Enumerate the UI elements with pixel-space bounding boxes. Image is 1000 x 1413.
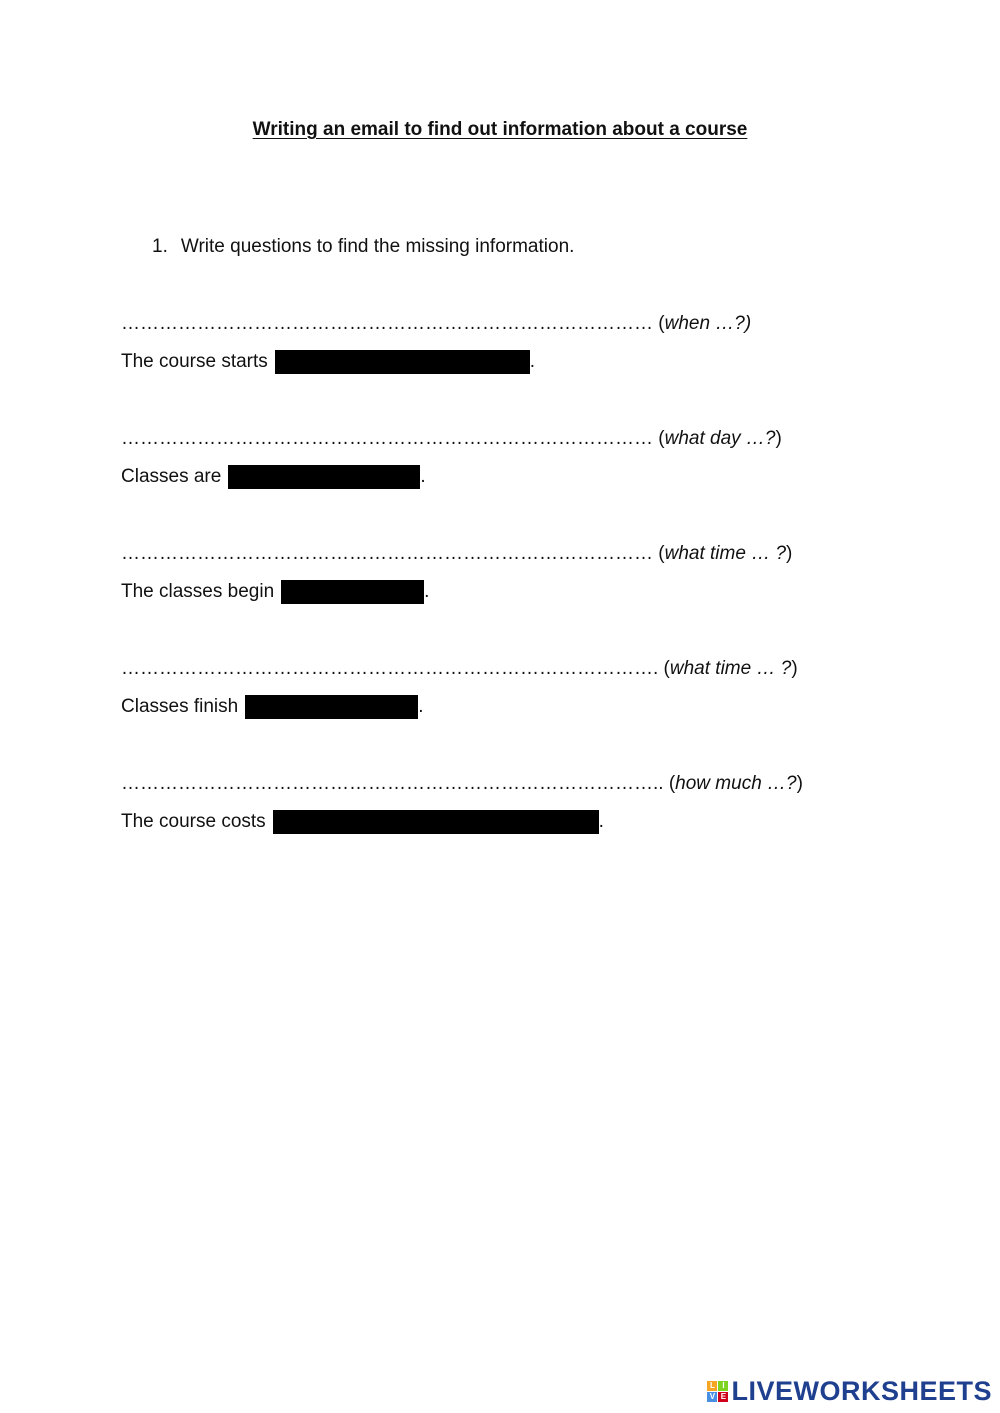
question-hint-close: ) xyxy=(775,428,782,449)
question-line-1[interactable] xyxy=(121,313,751,335)
question-dots: ………………………………………………………………………… ( xyxy=(121,428,665,449)
question-hint: when …?) xyxy=(664,313,752,334)
question-hint: what time … ? xyxy=(669,658,792,679)
answer-line-3 xyxy=(121,580,429,604)
answer-suffix: . xyxy=(598,811,604,832)
answer-prefix: Classes are xyxy=(121,466,222,487)
answer-suffix: . xyxy=(529,351,536,372)
answer-prefix: The course starts xyxy=(121,351,268,372)
answer-prefix: The classes begin xyxy=(121,581,275,602)
redacted-answer xyxy=(245,695,418,719)
logo-block-e: E xyxy=(718,1392,728,1402)
question-hint-close: ) xyxy=(796,773,803,794)
question-hint: how much …? xyxy=(675,773,797,794)
answer-line-4 xyxy=(121,695,424,719)
worksheet-title: Writing an email to find out information about a course xyxy=(252,119,748,140)
answer-suffix: . xyxy=(420,466,426,487)
instruction-number: 1. xyxy=(152,236,168,257)
instruction xyxy=(152,236,574,258)
question-hint-close: ) xyxy=(786,543,793,564)
answer-prefix: The course costs xyxy=(121,811,266,832)
question-dots: …………………………………………………………………………. ( xyxy=(121,658,670,679)
answer-line-5 xyxy=(121,810,604,834)
question-dots: ………………………………………………………………………… ( xyxy=(121,543,665,564)
logo-block-l: L xyxy=(707,1381,717,1391)
redacted-answer xyxy=(273,810,599,834)
answer-prefix: Classes finish xyxy=(121,696,239,717)
answer-suffix: . xyxy=(418,696,424,717)
question-line-3[interactable] xyxy=(121,543,792,565)
question-dots: ………………………………………………………………………….. ( xyxy=(121,773,676,794)
question-hint: what time … ? xyxy=(664,543,787,564)
redacted-answer xyxy=(281,580,424,604)
question-line-2[interactable] xyxy=(121,428,782,450)
answer-suffix: . xyxy=(424,581,430,602)
question-hint-close: ) xyxy=(791,658,798,679)
logo-block-v: V xyxy=(707,1392,717,1402)
logo-blocks-icon xyxy=(707,1381,728,1402)
liveworksheets-logo[interactable] xyxy=(707,1376,992,1407)
answer-line-1 xyxy=(121,350,535,374)
logo-text: LIVEWORKSHEETS xyxy=(731,1376,992,1406)
redacted-answer xyxy=(275,350,530,374)
redacted-answer xyxy=(228,465,420,489)
question-dots: ………………………………………………………………………… ( xyxy=(121,313,665,334)
question-line-4[interactable] xyxy=(121,658,798,680)
question-line-5[interactable] xyxy=(121,773,803,795)
instruction-text: Write questions to find the missing information. xyxy=(180,236,575,257)
logo-block-i: I xyxy=(718,1381,728,1391)
answer-line-2 xyxy=(121,465,426,489)
question-hint: what day …? xyxy=(664,428,776,449)
